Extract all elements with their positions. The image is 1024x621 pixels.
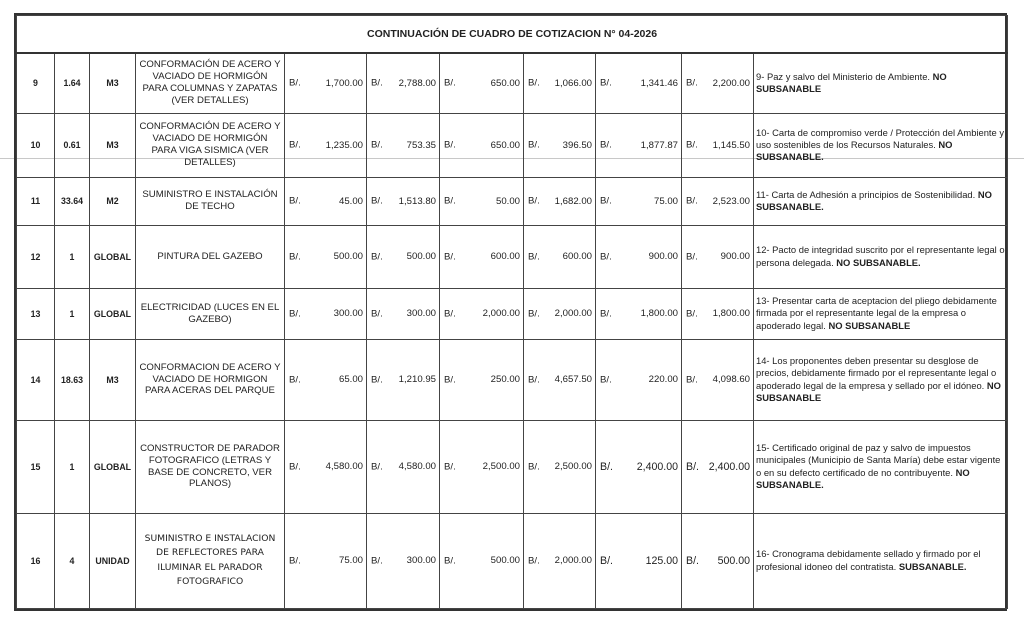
price-amount: 500.00 <box>406 251 436 262</box>
currency-symbol: B/. <box>371 308 383 319</box>
requirement-status: SUBSANABLE. <box>898 560 967 572</box>
currency-symbol: B/. <box>444 461 456 472</box>
requirement-text <box>754 177 1008 225</box>
item-unit: GLOBAL <box>90 225 136 288</box>
requirement-description: 16- Cronograma debidamente sellado y firmado por el profesional idoneo del contratista. <box>756 548 981 572</box>
currency-symbol: B/. <box>444 374 456 385</box>
table-row <box>17 288 1008 339</box>
price-cell <box>596 113 682 177</box>
price-amount: 1,066.00 <box>554 77 592 89</box>
price-amount: 75.00 <box>653 195 678 207</box>
price-cell <box>285 339 367 420</box>
price-amount: 1,235.00 <box>325 139 363 151</box>
item-number: 14 <box>17 339 55 420</box>
price-amount: 300.00 <box>406 555 436 566</box>
requirement-text <box>754 288 1008 339</box>
price-amount: 2,523.00 <box>712 195 750 207</box>
currency-symbol: B/. <box>528 308 540 319</box>
currency-symbol: B/. <box>600 139 612 151</box>
price-amount: 2,788.00 <box>398 77 436 89</box>
currency-symbol: B/. <box>289 77 301 89</box>
quotation-table-sheet <box>14 13 1007 611</box>
price-cell <box>596 420 682 513</box>
price-amount: 1,513.80 <box>398 195 436 207</box>
currency-symbol: B/. <box>371 374 383 385</box>
currency-symbol: B/. <box>600 77 612 89</box>
currency-symbol: B/. <box>289 555 301 566</box>
item-number: 12 <box>17 225 55 288</box>
item-unit: GLOBAL <box>90 288 136 339</box>
price-cell <box>285 513 367 608</box>
table-row <box>17 420 1008 513</box>
currency-symbol: B/. <box>371 251 383 262</box>
currency-symbol: B/. <box>371 139 383 151</box>
price-amount: 1,341.46 <box>640 77 678 89</box>
item-number: 10 <box>17 113 55 177</box>
requirement-status: NO SUBSANABLE. <box>756 138 953 163</box>
currency-symbol: B/. <box>600 374 612 385</box>
requirement-status: NO SUBSANABLE <box>756 379 1001 403</box>
table-row <box>17 113 1008 177</box>
requirement-status: NO SUBSANABLE <box>828 319 911 331</box>
item-unit: M2 <box>90 177 136 225</box>
table-row <box>17 225 1008 288</box>
currency-symbol: B/. <box>289 195 301 207</box>
price-amount: 2,000.00 <box>554 555 592 566</box>
price-cell <box>285 113 367 177</box>
item-unit: UNIDAD <box>90 513 136 608</box>
currency-symbol: B/. <box>686 251 698 262</box>
currency-symbol: B/. <box>371 77 383 89</box>
price-amount: 2,500.00 <box>554 461 592 472</box>
price-amount: 500.00 <box>333 251 363 262</box>
requirement-text <box>754 225 1008 288</box>
price-cell <box>524 177 596 225</box>
requirement-description: 13- Presentar carta de aceptacion del pliego debidamente firmada por el representante legal de la empresa o apoderado legal. <box>756 295 997 331</box>
price-cell <box>682 339 754 420</box>
item-description: ELECTRICIDAD (LUCES EN EL GAZEBO) <box>136 288 285 339</box>
price-cell <box>524 513 596 608</box>
price-cell <box>524 113 596 177</box>
currency-symbol: B/. <box>528 139 540 151</box>
price-amount: 1,682.00 <box>554 195 592 207</box>
currency-symbol: B/. <box>686 308 698 319</box>
item-unit: M3 <box>90 113 136 177</box>
item-description: CONFORMACIÓN DE ACERO Y VACIADO DE HORMIGÓN PARA COLUMNAS Y ZAPATAS (VER DETALLES) <box>136 53 285 113</box>
currency-symbol: B/. <box>528 195 540 207</box>
price-cell <box>285 420 367 513</box>
requirement-status: NO SUBSANABLE. <box>836 256 921 268</box>
requirement-description: 15- Certificado original de paz y salvo de impuestos municipales (Municipio de Santa María) debe estar vigente o en su defecto certificado de no contribuyente. <box>756 442 1001 478</box>
currency-symbol: B/. <box>686 554 699 567</box>
currency-symbol: B/. <box>528 251 540 262</box>
requirement-description: 14- Los proponentes deben presentar su desglose de precios, debidamente firmado por el representante legal o apoderado legal de la empresa y sellado por el idóneo. <box>756 355 997 391</box>
price-cell <box>367 288 440 339</box>
price-cell <box>596 339 682 420</box>
price-amount: 4,657.50 <box>554 374 592 385</box>
price-amount: 500.00 <box>717 554 750 567</box>
item-number: 16 <box>17 513 55 608</box>
item-unit: M3 <box>90 53 136 113</box>
currency-symbol: B/. <box>600 308 612 319</box>
item-number: 15 <box>17 420 55 513</box>
price-amount: 1,800.00 <box>712 308 750 319</box>
requirement-status: NO SUBSANABLE. <box>756 466 970 490</box>
price-cell <box>367 53 440 113</box>
price-amount: 600.00 <box>562 251 592 262</box>
price-amount: 45.00 <box>338 195 363 207</box>
currency-symbol: B/. <box>444 195 456 207</box>
price-cell <box>285 53 367 113</box>
currency-symbol: B/. <box>444 139 456 151</box>
price-cell <box>440 420 524 513</box>
price-cell <box>682 288 754 339</box>
requirement-status: NO SUBSANABLE <box>756 71 947 95</box>
price-cell <box>285 225 367 288</box>
price-cell <box>682 113 754 177</box>
price-amount: 125.00 <box>645 554 678 567</box>
item-number: 9 <box>17 53 55 113</box>
price-amount: 250.00 <box>490 374 520 385</box>
price-cell <box>524 420 596 513</box>
requirement-description: 9- Paz y salvo del Ministerio de Ambiente. <box>756 71 933 83</box>
requirement-text <box>754 339 1008 420</box>
price-cell <box>596 225 682 288</box>
currency-symbol: B/. <box>444 555 456 566</box>
price-cell <box>682 513 754 608</box>
price-amount: 50.00 <box>495 195 520 207</box>
currency-symbol: B/. <box>600 554 613 567</box>
price-cell <box>524 288 596 339</box>
price-amount: 2,400.00 <box>636 460 678 473</box>
price-cell <box>367 113 440 177</box>
price-amount: 650.00 <box>490 77 520 89</box>
currency-symbol: B/. <box>686 374 698 385</box>
item-quantity: 1.64 <box>55 53 90 113</box>
currency-symbol: B/. <box>371 461 383 472</box>
currency-symbol: B/. <box>289 308 301 319</box>
document-title: CONTINUACIÓN DE CUADRO DE COTIZACION N° 04-2026 <box>17 16 1008 54</box>
price-cell <box>682 420 754 513</box>
currency-symbol: B/. <box>444 308 456 319</box>
currency-symbol: B/. <box>444 251 456 262</box>
price-cell <box>440 53 524 113</box>
currency-symbol: B/. <box>528 374 540 385</box>
price-cell <box>440 513 524 608</box>
price-cell <box>524 339 596 420</box>
price-cell <box>285 288 367 339</box>
price-amount: 4,580.00 <box>398 461 436 472</box>
price-amount: 220.00 <box>648 374 678 385</box>
currency-symbol: B/. <box>289 374 301 385</box>
price-cell <box>596 53 682 113</box>
price-amount: 2,200.00 <box>712 77 750 89</box>
currency-symbol: B/. <box>371 555 383 566</box>
item-description: SUMINISTRO E INSTALACION DE REFLECTORES PARA ILUMINAR EL PARADOR FOTOGRAFICO <box>136 513 285 608</box>
item-unit: GLOBAL <box>90 420 136 513</box>
price-cell <box>682 225 754 288</box>
currency-symbol: B/. <box>686 77 698 89</box>
requirement-text <box>754 513 1008 608</box>
table-row <box>17 513 1008 608</box>
currency-symbol: B/. <box>371 195 383 207</box>
price-amount: 900.00 <box>720 251 750 262</box>
item-quantity: 18.63 <box>55 339 90 420</box>
currency-symbol: B/. <box>686 139 698 151</box>
requirement-description: 10- Carta de compromiso verde / Protección del Ambiente y uso sostenibles de los Recursos Naturales. <box>756 126 1005 150</box>
price-cell <box>524 53 596 113</box>
currency-symbol: B/. <box>528 77 540 89</box>
currency-symbol: B/. <box>600 195 612 207</box>
price-amount: 753.35 <box>406 139 436 151</box>
table-row <box>17 177 1008 225</box>
price-cell <box>682 53 754 113</box>
price-cell <box>682 177 754 225</box>
currency-symbol: B/. <box>528 555 540 566</box>
currency-symbol: B/. <box>600 460 613 473</box>
price-amount: 2,000.00 <box>482 308 520 319</box>
item-quantity: 33.64 <box>55 177 90 225</box>
requirement-text <box>754 420 1008 513</box>
price-cell <box>367 513 440 608</box>
price-amount: 650.00 <box>490 139 520 151</box>
quotation-table <box>16 15 1008 609</box>
price-amount: 396.50 <box>562 139 592 151</box>
currency-symbol: B/. <box>686 195 698 207</box>
item-description: CONFORMACION DE ACERO Y VACIADO DE HORMIGON PARA ACERAS DEL PARQUE <box>136 339 285 420</box>
requirement-text <box>754 53 1008 113</box>
requirement-description: 11- Carta de Adhesión a principios de Sostenibilidad. <box>756 188 978 200</box>
price-amount: 2,400.00 <box>708 460 750 473</box>
item-number: 13 <box>17 288 55 339</box>
requirement-status: NO SUBSANABLE. <box>756 188 992 212</box>
currency-symbol: B/. <box>686 460 699 473</box>
currency-symbol: B/. <box>289 251 301 262</box>
price-amount: 65.00 <box>338 374 363 385</box>
price-cell <box>524 225 596 288</box>
price-cell <box>367 339 440 420</box>
price-cell <box>440 288 524 339</box>
price-amount: 600.00 <box>490 251 520 262</box>
price-amount: 75.00 <box>338 555 363 566</box>
currency-symbol: B/. <box>289 461 301 472</box>
price-cell <box>285 177 367 225</box>
price-amount: 4,580.00 <box>325 461 363 472</box>
currency-symbol: B/. <box>444 77 456 89</box>
price-amount: 4,098.60 <box>712 374 750 385</box>
item-quantity: 0.61 <box>55 113 90 177</box>
price-amount: 300.00 <box>406 308 436 319</box>
price-amount: 2,000.00 <box>554 308 592 319</box>
item-description: CONSTRUCTOR DE PARADOR FOTOGRAFICO (LETRAS Y BASE DE CONCRETO, VER PLANOS) <box>136 420 285 513</box>
price-amount: 1,210.95 <box>398 374 436 385</box>
item-description: PINTURA DEL GAZEBO <box>136 225 285 288</box>
price-cell <box>440 225 524 288</box>
currency-symbol: B/. <box>600 251 612 262</box>
item-description: CONFORMACIÓN DE ACERO Y VACIADO DE HORMIGÓN PARA VIGA SISMICA (VER DETALLES) <box>136 113 285 177</box>
price-amount: 2,500.00 <box>482 461 520 472</box>
table-row <box>17 53 1008 113</box>
item-quantity: 4 <box>55 513 90 608</box>
price-amount: 1,800.00 <box>640 308 678 319</box>
price-cell <box>596 288 682 339</box>
price-cell <box>440 339 524 420</box>
currency-symbol: B/. <box>528 461 540 472</box>
item-quantity: 1 <box>55 420 90 513</box>
price-amount: 1,700.00 <box>325 77 363 89</box>
table-row <box>17 339 1008 420</box>
price-cell <box>440 177 524 225</box>
price-cell <box>440 113 524 177</box>
requirement-text <box>754 113 1008 177</box>
price-amount: 500.00 <box>490 555 520 566</box>
price-cell <box>596 177 682 225</box>
currency-symbol: B/. <box>289 139 301 151</box>
price-amount: 1,877.87 <box>640 139 678 151</box>
price-cell <box>367 177 440 225</box>
price-cell <box>367 420 440 513</box>
price-amount: 900.00 <box>648 251 678 262</box>
price-amount: 300.00 <box>333 308 363 319</box>
price-cell <box>367 225 440 288</box>
item-quantity: 1 <box>55 225 90 288</box>
item-description: SUMINISTRO E INSTALACIÓN DE TECHO <box>136 177 285 225</box>
requirement-description: 12- Pacto de integridad suscrito por el representante legal o persona delegada. <box>756 244 1005 268</box>
price-amount: 1,145.50 <box>712 139 750 151</box>
item-number: 11 <box>17 177 55 225</box>
item-unit: M3 <box>90 339 136 420</box>
item-quantity: 1 <box>55 288 90 339</box>
price-cell <box>596 513 682 608</box>
